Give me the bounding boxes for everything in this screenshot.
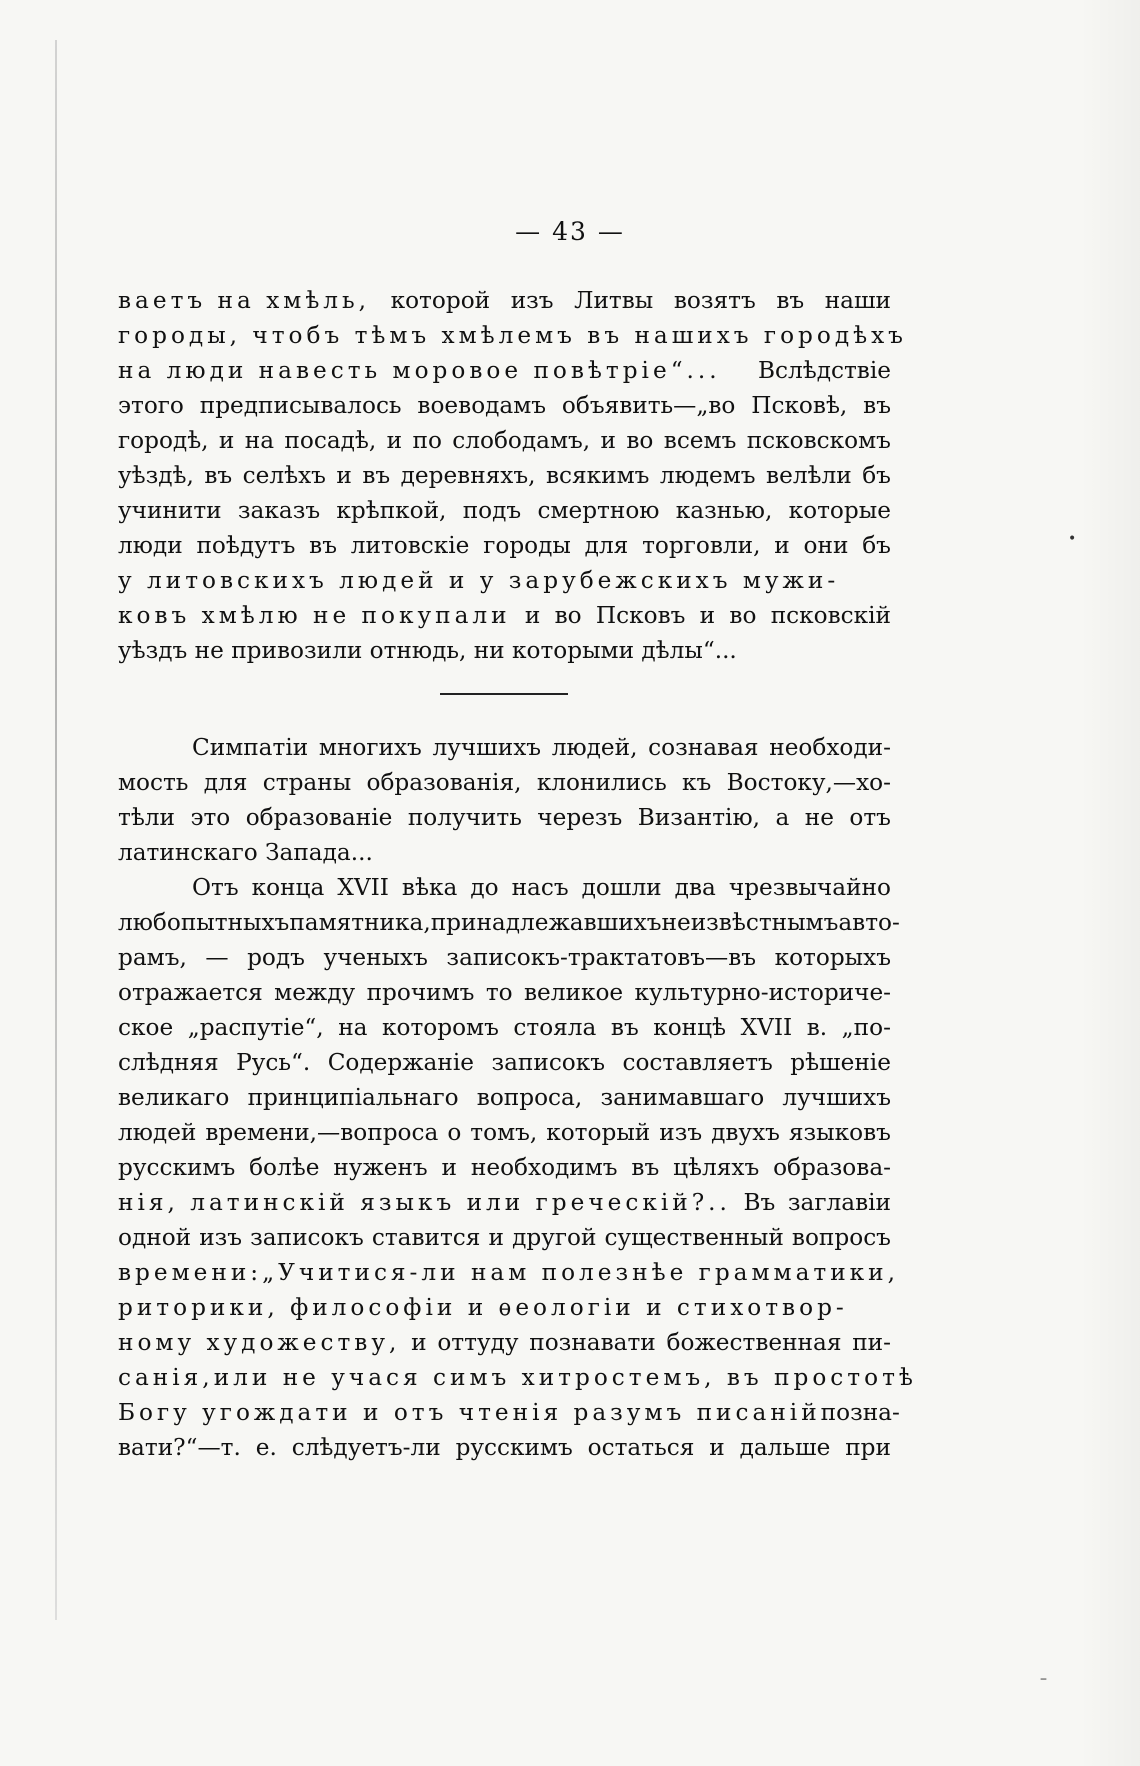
word: въ (309, 532, 337, 559)
word: стояла (513, 1014, 597, 1041)
ink-speck: • (1068, 531, 1077, 547)
word: и (774, 532, 790, 559)
page-number: — 43 — (515, 217, 625, 246)
word: пи- (852, 1329, 891, 1356)
word: Отъ (192, 874, 239, 901)
word: между (274, 979, 356, 1006)
word: для (203, 769, 248, 796)
word: ному художеству, (118, 1329, 401, 1356)
word: которомъ (382, 1014, 499, 1041)
text-line (118, 1220, 891, 1255)
word: „Учитися-ли нам полезнѣе грамматики, (262, 1259, 899, 1286)
word: Симпатіи (192, 734, 309, 761)
word: вати?“—т. (118, 1434, 241, 1461)
word: бъ (862, 462, 891, 489)
word: ковъ хмѣлю не покупали (118, 602, 511, 629)
text-line (118, 1255, 899, 1290)
word: оттуду (437, 1329, 519, 1356)
text-line (118, 318, 907, 353)
word: то (485, 979, 513, 1006)
word: заглавіи (787, 1189, 891, 1216)
word: и (524, 602, 541, 629)
word: родъ (247, 944, 305, 971)
word: и (699, 602, 716, 629)
word: въ (863, 392, 891, 419)
word: и (709, 1434, 725, 1461)
word: остаться (587, 1434, 695, 1461)
word: времени: (118, 1259, 263, 1286)
word: городы, чтобъ тѣмъ хмѣлемъ въ нашихъ городѣхъ (118, 322, 907, 349)
text-line (118, 1325, 891, 1360)
word: позна- (820, 1399, 900, 1426)
text-line (118, 765, 891, 800)
word: дальше (739, 1434, 831, 1461)
text-line (118, 1045, 891, 1080)
word: объявить—„во (561, 392, 736, 419)
word: наши (824, 287, 891, 314)
word: одной (118, 1224, 192, 1251)
word: и (488, 1224, 504, 1251)
word: концѣ (653, 1014, 727, 1041)
word: другой (512, 1224, 597, 1251)
text-line (118, 458, 891, 493)
word: на люди навесть моровое повѣтріе“... (118, 357, 721, 384)
word: получить (407, 804, 522, 831)
word: русскимъ (118, 1154, 236, 1181)
word: для (584, 532, 629, 559)
text-line (118, 1290, 891, 1325)
word: до (470, 874, 499, 901)
word: культурно-историче- (634, 979, 891, 1006)
word: смертною (537, 497, 660, 524)
word: многихъ (318, 734, 422, 761)
word: уѣздъ не привозили отнюдь, ни которыми дѣлы“... (118, 637, 737, 664)
word: всякимъ (545, 462, 650, 489)
word: на (244, 427, 275, 454)
word: велѣли (766, 462, 852, 489)
word: вопросъ (791, 1224, 891, 1251)
word: изъ (199, 1224, 243, 1251)
word: и (441, 1154, 458, 1181)
word: нуженъ (333, 1154, 428, 1181)
word: бъ (862, 532, 891, 559)
text-line (118, 493, 891, 528)
text-line (118, 1150, 891, 1185)
word: литовскіе (350, 532, 470, 559)
text-line (118, 730, 891, 765)
word: посадѣ, (284, 427, 377, 454)
word: крѣпкой, (336, 497, 447, 524)
word: существенный (604, 1224, 784, 1251)
word: Богу угождати и отъ чтенія разумъ писаній (118, 1399, 821, 1426)
word: въ (362, 462, 391, 489)
word: неизвѣстнымъ (661, 909, 839, 936)
word: которые (788, 497, 891, 524)
word: слободамъ, (452, 427, 591, 454)
text-line (118, 1115, 891, 1150)
word: санія, (118, 1364, 214, 1391)
word: псковскомъ (746, 427, 891, 454)
text-line (118, 1185, 891, 1220)
word: насъ (511, 874, 569, 901)
word: селѣхъ (242, 462, 326, 489)
word: сознавая (648, 734, 759, 761)
text-line (118, 1395, 900, 1430)
word: въ (204, 462, 233, 489)
word: учинити (118, 497, 222, 524)
word: о (447, 1119, 462, 1146)
text-line (118, 1010, 891, 1045)
word: вѣка (401, 874, 458, 901)
word: Литвы (574, 287, 654, 314)
word: торговли, (642, 532, 761, 559)
word: лучшихъ (782, 1084, 891, 1111)
word: латинскаго Запада... (118, 839, 373, 866)
word: Содержаніе (327, 1049, 474, 1076)
word: образованіе (245, 804, 393, 831)
word: принципіальнаго (247, 1084, 459, 1111)
word: предписывалось (199, 392, 402, 419)
word: не (804, 804, 834, 831)
word: образованія, (366, 769, 522, 796)
word: вопроса, (476, 1084, 583, 1111)
word: божественная (666, 1329, 842, 1356)
word: авто- (838, 909, 900, 936)
word: городы (483, 532, 571, 559)
word: при (845, 1434, 891, 1461)
word: въ (610, 1014, 639, 1041)
word: во (626, 427, 654, 454)
word: два (674, 874, 716, 901)
word: необходимъ (470, 1154, 618, 1181)
word: риторики, философіи и ѳеологіи и стихотвор- (118, 1294, 848, 1321)
text-line (118, 1360, 917, 1395)
word: ваетъ на хмѣль, (118, 287, 371, 314)
word: людей (118, 1119, 197, 1146)
word: и (600, 427, 616, 454)
word: цѣляхъ (673, 1154, 760, 1181)
word: къ (682, 769, 712, 796)
word: это (190, 804, 231, 831)
paragraph-quote (118, 283, 907, 668)
word: отражается (118, 979, 263, 1006)
word: слѣдняя (118, 1049, 219, 1076)
word: возятъ (673, 287, 756, 314)
text-line (118, 598, 891, 633)
word: памятника, (289, 909, 431, 936)
word: изъ (510, 287, 554, 314)
word: чрезвычайно (728, 874, 891, 901)
word: отъ (849, 804, 891, 831)
section-divider (440, 693, 568, 695)
word: изъ (659, 1119, 703, 1146)
word: времени,—вопроса (205, 1119, 439, 1146)
word: — (205, 944, 229, 971)
word: у литовскихъ людей и у зарубежскихъ мужи- (118, 567, 840, 594)
word: рамъ, (118, 944, 187, 971)
word: ставится (371, 1224, 481, 1251)
word: болѣе (249, 1154, 320, 1181)
word: во (729, 602, 757, 629)
word: и (411, 1329, 427, 1356)
word: или не учася симъ хитростемъ, въ простотѣ (213, 1364, 917, 1391)
word: и (218, 427, 235, 454)
word: Византію, (637, 804, 761, 831)
word: ученыхъ (323, 944, 428, 971)
word: людемъ (659, 462, 756, 489)
word: в. (806, 1014, 828, 1041)
page-edge-shadow (1080, 0, 1140, 1766)
word: и (386, 427, 403, 454)
word: уѣздѣ, (118, 462, 194, 489)
word: на (338, 1014, 368, 1041)
text-line (118, 940, 891, 975)
word: языковъ (788, 1119, 891, 1146)
word: которой (390, 287, 491, 314)
word: который (546, 1119, 651, 1146)
word: люди (118, 532, 183, 559)
text-line (118, 1430, 891, 1465)
word: черезъ (537, 804, 623, 831)
word: Востоку,—хо- (726, 769, 891, 796)
text-line (118, 975, 891, 1010)
word: великаго (118, 1084, 230, 1111)
word: составляетъ (622, 1049, 773, 1076)
word: они (803, 532, 849, 559)
text-line (118, 835, 891, 870)
text-line (118, 870, 891, 905)
word: по (412, 427, 442, 454)
word: русскимъ (455, 1434, 573, 1461)
word: занимавшаго (600, 1084, 765, 1111)
word: псковскій (770, 602, 891, 629)
word: записокъ (491, 1049, 606, 1076)
word: двухъ (711, 1119, 780, 1146)
word: этого (118, 392, 184, 419)
text-line (118, 905, 900, 940)
word: конца (251, 874, 325, 901)
word: Псковъ (595, 602, 686, 629)
word: томъ, (470, 1119, 538, 1146)
word: образова- (773, 1154, 891, 1181)
text-line (118, 633, 891, 668)
word: записокъ-трактатовъ—въ (446, 944, 757, 971)
text-line (118, 388, 891, 423)
word: слѣдуетъ-ли (291, 1434, 441, 1461)
word: XVII (337, 874, 389, 901)
word: городѣ, (118, 427, 209, 454)
word: нія, латинскій языкъ или греческій?.. (118, 1189, 731, 1216)
word: Въ (743, 1189, 776, 1216)
word: познавати (529, 1329, 656, 1356)
binding-edge (55, 40, 57, 1620)
word: и (336, 462, 352, 489)
word: а (775, 804, 790, 831)
word: людей, (551, 734, 638, 761)
word: прочимъ (366, 979, 475, 1006)
word: Псковѣ, (751, 392, 848, 419)
word: лучшихъ (432, 734, 542, 761)
text-line (118, 800, 891, 835)
word: принадлежавшихъ (430, 909, 662, 936)
text-line (118, 423, 891, 458)
word: деревняхъ, (400, 462, 536, 489)
text-line (118, 1080, 891, 1115)
word: мость (118, 769, 189, 796)
word: всемъ (663, 427, 737, 454)
word: великое (524, 979, 624, 1006)
paragraph-main (118, 730, 917, 1465)
word: въ (631, 1154, 660, 1181)
text-line (118, 353, 891, 388)
text-line (118, 563, 891, 598)
word: заказъ (237, 497, 321, 524)
word: рѣшеніе (790, 1049, 891, 1076)
word: „распутіе“, (187, 1014, 324, 1041)
word: воеводамъ (417, 392, 547, 419)
word: ское (118, 1014, 174, 1041)
word: въ (776, 287, 805, 314)
word: необходи- (769, 734, 891, 761)
word: Вслѣдствіе (757, 357, 891, 384)
word: Русь“. (236, 1049, 311, 1076)
ink-speck: – (1040, 1671, 1047, 1687)
word: дошли (581, 874, 662, 901)
word: которыхъ (774, 944, 891, 971)
word: клонились (536, 769, 667, 796)
word: е. (255, 1434, 277, 1461)
word: казнью, (675, 497, 773, 524)
word: „по- (841, 1014, 891, 1041)
text-line (118, 283, 891, 318)
word: тѣли (118, 804, 175, 831)
word: XVII (740, 1014, 793, 1041)
word: во (554, 602, 582, 629)
word: любопытныхъ (118, 909, 290, 936)
text-line (118, 528, 891, 563)
word: поѣдутъ (196, 532, 296, 559)
word: подъ (462, 497, 522, 524)
word: страны (262, 769, 352, 796)
word: записокъ (250, 1224, 364, 1251)
